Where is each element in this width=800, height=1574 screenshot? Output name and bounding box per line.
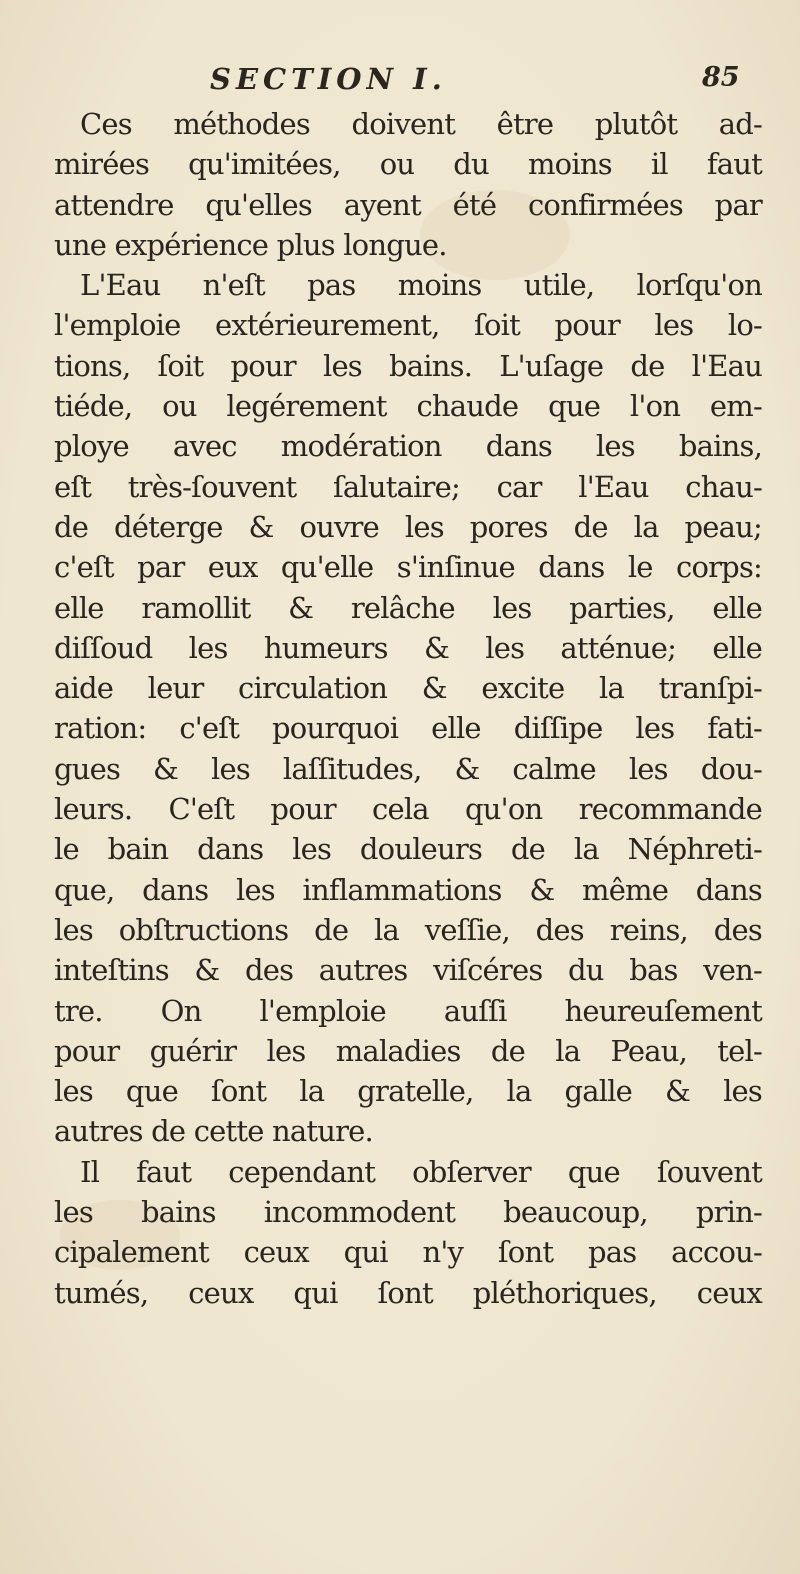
text-line: les que ſont la gratelle, la galle & les [54,1074,762,1109]
text-line: Il faut cependant obſerver que ſouvent [80,1154,762,1189]
text-line: diſſoud les humeurs & les atténue; elle [54,630,762,665]
text-line: tiéde, ou legérement chaude que l'on em- [54,389,762,424]
text-line: ration: c'eſt pourquoi elle diſſipe les fati- [54,711,762,746]
text-line: que, dans les inflammations & même dans [54,872,762,907]
text-line: l'emploie extérieurement, ſoit pour les lo- [54,308,762,343]
text-line: cipalement ceux qui n'y ſont pas accou- [54,1235,762,1270]
text-line: elle ramollit & relâche les parties, elle [54,590,762,625]
text-line: aide leur circulation & excite la tranſpi- [54,671,762,706]
text-line: le bain dans les douleurs de la Néphreti- [54,832,762,867]
text-line: tions, ſoit pour les bains. L'uſage de l'Eau [54,348,762,383]
text-line: leurs. C'eſt pour cela qu'on recommande [54,792,762,827]
text-line: gues & les laſſitudes, & calme les dou- [54,751,762,786]
text-line: eſt très-ſouvent ſalutaire; car l'Eau chau- [54,469,762,504]
text-line: les bains incommodent beaucoup, prin- [54,1195,762,1230]
text-line: L'Eau n'eſt pas moins utile, lorſqu'on [80,268,762,303]
text-line: pour guérir les maladies de la Peau, tel- [54,1033,762,1068]
text-line: inteſtins & des autres viſcéres du bas ven- [54,953,762,988]
text-line: mirées qu'imitées, ou du moins il faut [54,147,762,182]
text-line: de déterge & ouvre les pores de la peau; [54,509,762,544]
text-line: ploye avec modération dans les bains, [54,429,762,464]
text-line: Ces méthodes doivent être plutôt ad- [80,107,762,141]
page-number: 85 [702,62,740,93]
text-line: tre. On l'emploie auſſi heureuſement [54,993,762,1028]
body-text [54,104,762,1313]
running-title: SECTION I. [210,62,447,96]
text-line: c'eſt par eux qu'elle s'inſinue dans le corps: [54,550,762,585]
text-line: tumés, ceux qui ſont pléthoriques, ceux [54,1275,762,1310]
page-header [0,62,800,106]
text-line: autres de cette nature. [54,1114,373,1149]
text-line: attendre qu'elles ayent été confirmées par [54,187,762,222]
text-line: les obſtructions de la veſſie, des reins, des [54,912,762,947]
text-line: une expérience plus longue. [54,227,447,262]
